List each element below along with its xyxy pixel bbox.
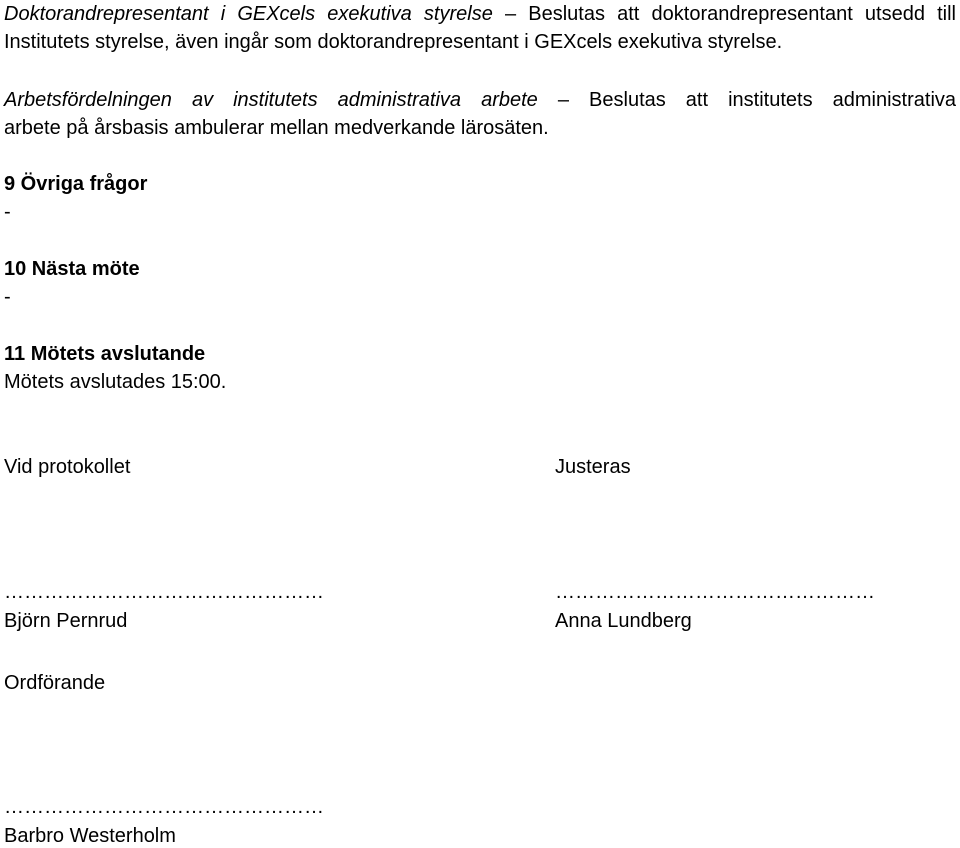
recorder-label: Vid protokollet — [4, 456, 131, 478]
item-9-body: - — [4, 201, 11, 223]
dash: – — [557, 89, 569, 111]
doctoral-representative-paragraph — [4, 0, 956, 56]
paragraph-text: Beslutas att doktorandrepresentant utsedd till — [528, 3, 956, 25]
dash: – — [504, 3, 517, 25]
paragraph-title: Doktorandrepresentant i GEXcels exekutiva styrelse — [4, 3, 493, 25]
item-11-heading: 11 Mötets avslutande — [4, 343, 206, 365]
signature-line: ………………………………………… — [4, 796, 324, 818]
paragraph-line — [4, 86, 956, 114]
paragraph-line — [4, 0, 956, 28]
signature-line: ………………………………………… — [4, 581, 324, 603]
item-10-heading: 10 Nästa möte — [4, 258, 140, 280]
paragraph-text: Institutets styrelse, även ingår som doktorandrepresentant i GEXcels exekutiva styrelse. — [4, 31, 783, 53]
item-9-heading: 9 Övriga frågor — [4, 173, 148, 195]
adjuster-label: Justeras — [555, 456, 631, 478]
chair-name: Barbro Westerholm — [4, 825, 176, 847]
signature-line: ………………………………………… — [555, 581, 875, 603]
paragraph-title: Arbetsfördelningen av institutets administrativa arbete — [4, 89, 538, 111]
recorder-name: Björn Pernrud — [4, 610, 128, 632]
work-division-paragraph — [4, 86, 956, 142]
paragraph-text: arbete på årsbasis ambulerar mellan medverkande lärosäten. — [4, 117, 549, 139]
item-11-body: Mötets avslutades 15:00. — [4, 371, 227, 393]
adjuster-name: Anna Lundberg — [555, 610, 692, 632]
item-10-body: - — [4, 286, 11, 308]
paragraph-text: Beslutas att institutets administrativa — [589, 89, 957, 111]
chair-title: Ordförande — [4, 672, 106, 694]
